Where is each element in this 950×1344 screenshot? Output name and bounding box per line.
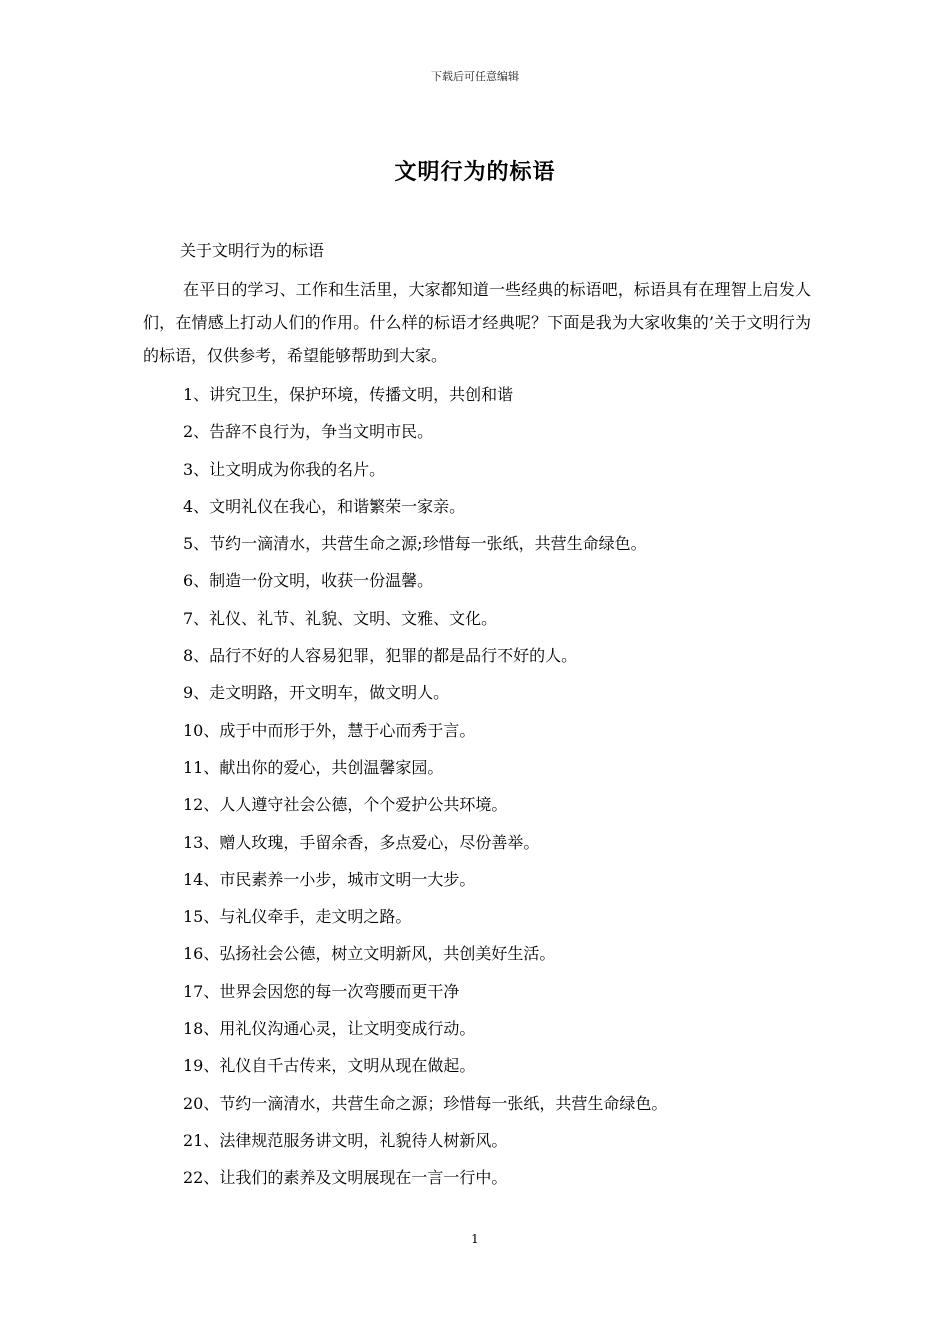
- list-item: 4、文明礼仪在我心，和谐繁荣一家亲。: [183, 496, 466, 516]
- header-note: 下载后可任意编辑: [431, 70, 519, 83]
- list-item: 15、与礼仪牵手，走文明之路。: [183, 907, 412, 927]
- list-item: 11、献出你的爱心，共创温馨家园。: [183, 757, 444, 777]
- list-item: 18、用礼仪沟通心灵，让文明变成行动。: [183, 1019, 476, 1039]
- list-item: 14、市民素养一小步，城市文明一大步。: [183, 869, 476, 889]
- list-item: 3、让文明成为你我的名片。: [183, 459, 386, 479]
- list-item: 20、节约一滴清水，共营生命之源；珍惜每一张纸，共营生命绿色。: [183, 1093, 668, 1113]
- list-item: 12、人人遵守社会公德，个个爱护公共环境。: [183, 795, 508, 815]
- list-item: 16、弘扬社会公德，树立文明新风，共创美好生活。: [183, 944, 556, 964]
- list-item: 10、成于中而形于外，慧于心而秀于言。: [183, 720, 476, 740]
- list-item: 6、制造一份文明，收获一份温馨。: [183, 571, 434, 591]
- list-item: 5、节约一滴清水，共营生命之源;珍惜每一张纸，共营生命绿色。: [183, 534, 647, 554]
- list-item: 9、走文明路，开文明车，做文明人。: [183, 683, 450, 703]
- page-number: 1: [471, 1232, 479, 1246]
- list-item: 1、讲究卫生，保护环境，传播文明，共创和谐: [183, 385, 514, 404]
- list-item: 8、品行不好的人容易犯罪，犯罪的都是品行不好的人。: [183, 646, 578, 666]
- slogan-list: [143, 376, 811, 1197]
- list-item: 17、世界会因您的每一次弯腰而更干净: [183, 981, 460, 1001]
- subtitle: 关于文明行为的标语: [180, 241, 325, 260]
- document-body: [143, 236, 811, 1197]
- list-item: 7、礼仪、礼节、礼貌、文明、文雅、文化。: [183, 608, 498, 628]
- list-item: 21、法律规范服务讲文明，礼貌待人树新风。: [183, 1130, 508, 1150]
- document-title: 文明行为的标语: [394, 159, 556, 185]
- list-item: 13、赠人玫瑰，手留余香，多点爱心，尽份善举。: [183, 832, 540, 852]
- list-item: 19、礼仪自千古传来，文明从现在做起。: [183, 1056, 476, 1076]
- list-item: 22、让我们的素养及文明展现在一言一行中。: [183, 1168, 508, 1188]
- intro-paragraph: 在平日的学习、工作和生活里，大家都知道一些经典的标语吧，标语具有在理智上启发人们，在情感上打动人们的作用。什么样的标语才经典呢？下面是我为大家收集的’关于文明行为的标语，仅供参考，希望能够帮助到大家。: [143, 280, 811, 365]
- list-item: 2、告辞不良行为，争当文明市民。: [183, 422, 434, 442]
